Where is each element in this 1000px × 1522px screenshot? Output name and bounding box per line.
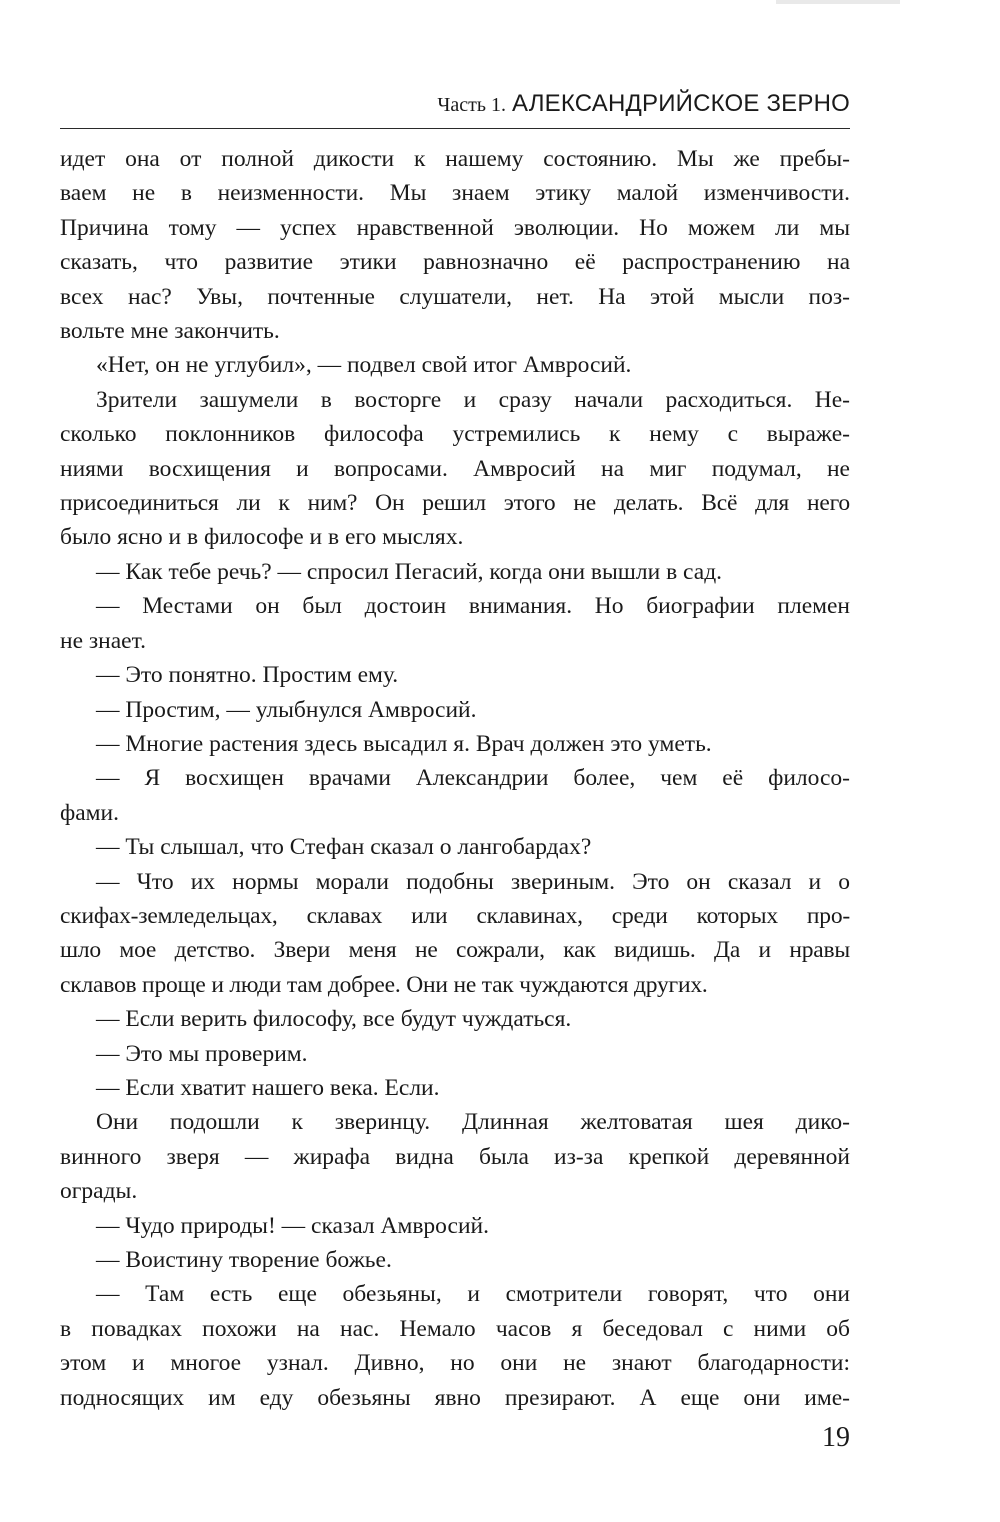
text-line: «Нет, он не углубил», — подвел свой итог Амвросий. — [96, 352, 632, 379]
text-line: вольте мне закончить. — [60, 318, 280, 345]
text-line: — Ты слышал, что Стефан сказал о лангобардах? — [96, 834, 592, 861]
text-line: — Если верить философу, все будут чуждаться. — [96, 1006, 572, 1033]
text-line: — Что их нормы морали подобны звериным. Это он сказал и о — [96, 868, 850, 895]
text-line: всех нас? Увы, почтенные слушатели, нет. На этой мысли поз- — [60, 283, 850, 310]
page-number: 19 — [822, 1422, 850, 1453]
text-line: подносящих им еду обезьяны явно презирают. А еще они име- — [60, 1384, 850, 1411]
text-line: ниями восхищения и вопросами. Амвросий на миг подумал, не — [60, 455, 850, 482]
text-line: Зрители зашумели в восторге и сразу начали расходиться. Не- — [96, 386, 850, 413]
text-line: присоединиться ли к ним? Он решил этого не делать. Всё для него — [60, 490, 850, 517]
body-text — [60, 142, 850, 1415]
text-line: — Это понятно. Простим ему. — [96, 662, 399, 689]
text-line: — Если хватит нашего века. Если. — [96, 1074, 440, 1101]
text-line: — Местами он был достоин внимания. Но биографии племен — [96, 593, 850, 620]
text-line: — Как тебе речь? — спросил Пегасий, когда они вышли в сад. — [96, 558, 723, 585]
text-line: скифах-земледельцах, склавах или склавинах, среди которых про- — [60, 902, 850, 929]
header-rule — [60, 128, 850, 129]
text-line: сколько поклонников философа устремились к нему с выраже- — [60, 421, 850, 448]
text-line: Причина тому — успех нравственной эволюции. Но можем ли мы — [60, 214, 850, 241]
text-line: в повадках похожи на нас. Немало часов я беседовал с ними об — [60, 1315, 850, 1342]
text-line: — Многие растения здесь высадил я. Врач должен это уметь. — [96, 730, 712, 757]
text-line: — Воистину творение божье. — [96, 1247, 392, 1273]
text-line: винного зверя — жирафа видна была из-за крепкой деревянной — [60, 1143, 850, 1170]
page-edge-strip — [776, 0, 900, 4]
text-line: ограды. — [60, 1178, 138, 1205]
text-line: шло мое детство. Звери меня не сожрали, как видишь. Да и нравы — [60, 937, 850, 964]
text-line: — Там есть еще обезьяны, и смотрители говорят, что они — [96, 1281, 850, 1308]
text-line: — Это мы проверим. — [96, 1040, 308, 1067]
text-line: — Чудо природы! — сказал Амвросий. — [96, 1212, 489, 1239]
text-line: сказать, что развитие этики равнозначно её распространению на — [60, 249, 850, 276]
text-line: было ясно и в философе и в его мыслях. — [60, 524, 464, 551]
chapter-title: АЛЕКСАНДРИЙСКОЕ ЗЕРНО — [511, 90, 850, 117]
text-line: — Я восхищен врачами Александрии более, чем её филосо- — [96, 765, 850, 792]
running-head — [60, 86, 850, 123]
text-line: Они подошли к зверинцу. Длинная желтоватая шея дико- — [96, 1109, 850, 1136]
text-line: этом и многое узнал. Дивно, но они не знают благодарности: — [60, 1350, 850, 1377]
text-line: не знает. — [60, 627, 146, 654]
text-line: склавов проще и люди там добрее. Они не так чуждаются других. — [60, 971, 708, 998]
text-line: идет она от полной дикости к нашему состоянию. Мы же пребы- — [60, 146, 850, 172]
part-label: Часть 1. — [437, 94, 506, 116]
text-line: ваем не в неизменности. Мы знаем этику малой изменчивости. — [60, 180, 850, 207]
text-line: — Простим, — улыбнулся Амвросий. — [96, 696, 477, 723]
text-line: фами. — [60, 799, 119, 826]
